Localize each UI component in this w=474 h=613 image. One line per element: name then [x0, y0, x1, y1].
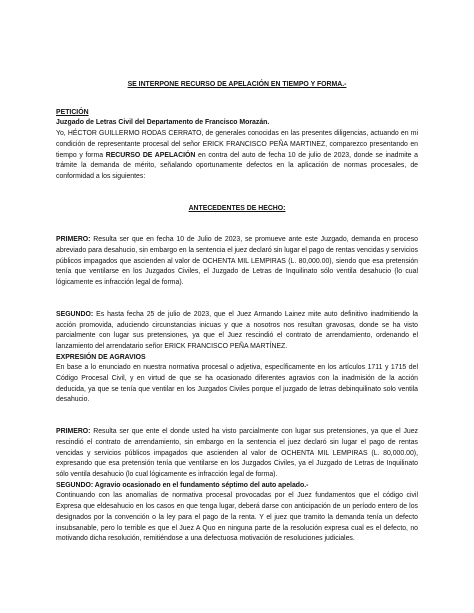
agravio-primero-label: PRIMERO:: [56, 428, 91, 436]
intro-bold: RECURSO DE APELACIÓN: [105, 151, 196, 159]
agravio-primero-text: Resulta ser que ente el donde usted ha visto parcialmente con lugar sus pretensiones, ya que el Juez rescindió el contrato de arrendamiento, sin embargo en la sentencia el juez declaró sin lugar el pago de rentas vencidas y servicios públicos impagados que ascienden al valor de OCHENTA MIL LEMPIRAS (L. 80,000.00), expresando que esa pretensión tenía que ventilarse en los Juzgados Civiles, ya el Juzgado de Letras de Inquilinato sólo ventila desahucio (lo cual lógicamente es infracción legal de forma).: [56, 428, 418, 478]
antecedente-primero: [56, 235, 418, 289]
agravios-paragraph: En base a lo enunciado en nuestra normativa procesal o adjetiva, específicamente en los artículos 1711 y 1715 del Código Procesal Civil, y en virtud de que se ha ocasionado diferentes agravios con la inadmisión de la acción deducida, ya que se tenía que ventilar en los Juzgados Civiles porque el juzgado de letras debinquilinato solo ventila desahucio.: [56, 364, 418, 404]
agravio-primero: [56, 427, 418, 481]
agravio-segundo-text: Continuando con las anomalías de normativa procesal provocadas por el Juez fundamentos que el código civil Expresa que eldesahucio en los casos en que tenga lugar, deberá darse con anticipación de un período entero de los designados por la convención o la ley para el pago de la renta. Y el juez que tramito la demanda tenía un defecto insubsanable, pero lo terrible es que el Juez A Quo en ninguna parte de la resolución expresa cual es el defecto, no motivando dicha resolución, remitiéndose a una defectuosa motivación de resoluciones judiciales.: [56, 492, 418, 543]
agravios-heading: EXPRESIÓN DE AGRAVIOS: [56, 353, 146, 361]
agravio-segundo-heading: SEGUNDO: Agravio ocasionado en el fundamento séptimo del auto apelado.-: [56, 481, 309, 489]
intro-text-1: Yo, HÉCTOR GUILLERMO RODAS CERRATO, de generales conocidas en las presentes diligencias, actuando en mi condición de representante procesal del señor ERICK FRANCISCO PEÑA MARTINEZ, comparezco presentando en tiempo y forma: [56, 130, 418, 159]
segundo-label: SEGUNDO:: [56, 310, 94, 318]
court-name: Juzgado de Letras Civil del Departamento de Francisco Morazán.: [56, 119, 270, 127]
document-title: SE INTERPONE RECURSO DE APELACIÓN EN TIEMPO Y FORMA.-: [127, 81, 347, 88]
intro-paragraph: [56, 129, 418, 183]
primero-label: PRIMERO:: [56, 236, 91, 244]
segundo-text: Es hasta fecha 25 de julio de 2023, que el Juez Armando Lainez mite auto definitivo inadmitiendo la acción promovida, aduciendo circunstancias inicuas y que a nosotros nos resultan gravosas, donde se ha visto parcialmente con lugar sus pretensiones, ya que el Juez rescindió el contrato de arrendamiento, ordenando el lanzamiento del arrendatario señor ERICK FRANCISCO PEÑA MARTÍNEZ.: [56, 310, 418, 350]
peticion-heading: PETICIÓN: [56, 108, 89, 116]
antecedentes-heading: ANTECEDENTES DE HECHO:: [188, 204, 286, 212]
intro-text-2: en contra del auto de fecha 10 de julio de 2023, donde se inadmite a trámite la demanda de mérito, señalando oportunamente defectos en la aplicación de normas procesales, de conformidad a los siguientes:: [56, 151, 418, 180]
antecedente-segundo: [56, 310, 418, 353]
primero-text: Resulta ser que en fecha 10 de Julio de 2023, se promueve ante este Juzgado, demanda en proceso abreviado para desahucio, sin embargo en la sentencia el juez declaró sin lugar el pago de rentas vencidas y servicios públicos impagados que ascienden al valor de OCHENTA MIL LEMPIRAS (L. 80,000.00), siendo que esa pretensión tenía que ventilarse en los Juzgados Civiles, el Juzgado de Letras de Inquilinato sólo ventila desahucio (lo cual lógicamente es infracción legal de forma).: [56, 236, 418, 287]
